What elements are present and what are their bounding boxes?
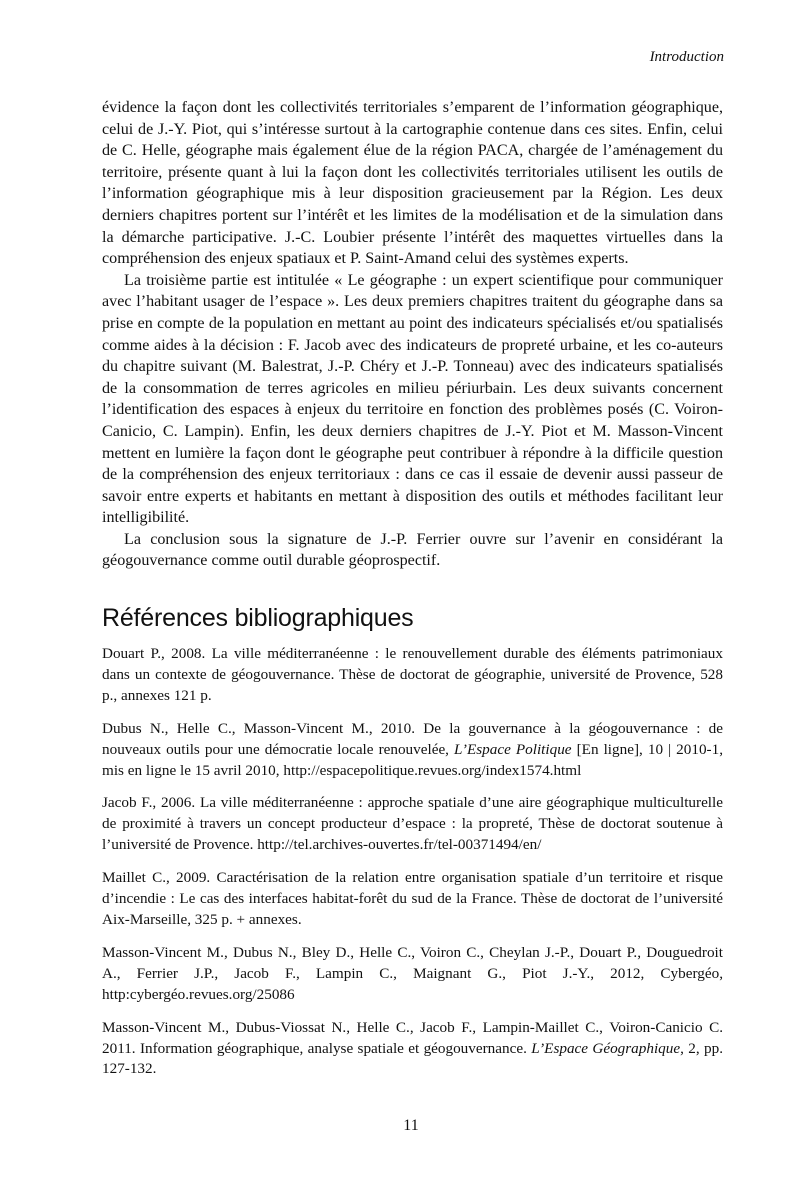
page-number: 11 xyxy=(403,1117,419,1134)
reference-text-tail: , 2, pp. 127-132. xyxy=(102,1039,723,1078)
body-text xyxy=(102,97,723,572)
reference-journal-title: L’Espace Géographique xyxy=(531,1039,681,1057)
reference-list xyxy=(102,644,723,1092)
reference-text: Jacob F., 2006. La ville méditerranéenne : approche spatiale d’une aire géographique multiculturelle de proximité à travers un concept producteur d’espace : la propreté, Thèse de doctorat soutenue à l’université de Provence. http://tel.archives-ouvertes.fr/tel-00371494/en/ xyxy=(102,794,723,854)
paragraph: La troisième partie est intitulée « Le géographe : un expert scientifique pour communiquer avec l’habitant usager de l’espace ». Les deux premiers chapitres traitent du géographe dans sa prise en compte de la population en mettant au point des indicateurs spécialisés et/ou spatialisés comme aides à la décision : F. Jacob avec des indicateurs de propreté urbaine, et les co-auteurs du chapitre suivant (M. Balestrat, J.-P. Chéry et J.-P. Tonneau) avec des indicateurs spatialisés de la consommation de terres agricoles en milieu périurbain. Les deux suivants concernent l’identification des espaces à enjeux du territoire en fonction des problèmes posés (C. Voiron-Canicio, C. Lampin). Enfin, les deux derniers chapitres de J.-Y. Piot et M. Masson-Vincent mettent en lumière la façon dont le géographe peut contribuer à répondre à la difficile question de la compréhension des enjeux territoriaux : dans ce cas il essaie de devenir aussi passeur de savoir entre experts et habitants en mettant à disposition des outils et méthodes facilitant leur intelligibilité. xyxy=(102,271,723,527)
reference-journal-title: L’Espace Politique xyxy=(454,740,572,758)
paragraph: La conclusion sous la signature de J.-P. Ferrier ouvre sur l’avenir en considérant la géogouvernance comme outil durable géoprospectif. xyxy=(102,530,723,570)
reference-item xyxy=(102,868,723,931)
section-heading-references: Références bibliographiques xyxy=(102,604,414,632)
reference-item xyxy=(102,793,723,856)
running-head-title: Introduction xyxy=(649,49,724,65)
reference-item xyxy=(102,1018,723,1081)
reference-text: Maillet C., 2009. Caractérisation de la relation entre organisation spatiale d’un territoire et risque d’incendie : Le cas des interfaces habitat-forêt du sud de la France. Thèse de doctorat de l’université Aix-Marseille, 325 p. + annexes. xyxy=(102,869,723,928)
reference-item xyxy=(102,719,723,782)
reference-text: Dubus N., Helle C., Masson-Vincent M., 2010. De la gouvernance à la géogouvernance : de nouveaux outils pour une démocratie locale renouvelée, xyxy=(102,719,723,758)
paragraph: évidence la façon dont les collectivités territoriales s’emparent de l’information géographique, celui de J.-Y. Piot, qui s’intéresse surtout à la cartographie contenue dans ces sites. Enfin, celui de C. Helle, géographe mais également élue de la région PACA, chargée de l’aménagement du territoire, présente quant à lui la façon dont les collectivités territoriales utilisent les outils de l’information géographique mis à leur disposition gracieusement par la Région. Les deux derniers chapitres portent sur l’intérêt et les limites de la modélisation et de la simulation dans la démarche participative. J.-C. Loubier présente l’intérêt des maquettes virtuelles dans la compréhension des enjeux spatiaux et P. Saint-Amand celui des systèmes experts. xyxy=(102,99,723,268)
reference-text: Masson-Vincent M., Dubus-Viossat N., Helle C., Jacob F., Lampin-Maillet C., Voiron-Canicio C. 2011. Information géographique, analyse spatiale et géogouvernance. xyxy=(102,1018,723,1057)
reference-text: Douart P., 2008. La ville méditerranéenne : le renouvellement durable des éléments patrimoniaux dans un contexte de géogouvernance. Thèse de doctorat de géographie, université de Provence, 528 p., annexes 121 p. xyxy=(102,645,723,704)
reference-item xyxy=(102,943,723,1006)
reference-item xyxy=(102,644,723,707)
reference-text: Masson-Vincent M., Dubus N., Bley D., Helle C., Voiron C., Cheylan J.-P., Douart P., Douguedroit A., Ferrier J.P., Jacob F., Lampin C., Maignant G., Piot J.-Y., 2012, Cybergéo, http:cybergéo.revues.org/25086 xyxy=(102,943,723,1003)
reference-text-tail: [En ligne], 10 | 2010-1, mis en ligne le 15 avril 2010, http://espacepolitique.revues.org/index1574.html xyxy=(102,740,723,779)
